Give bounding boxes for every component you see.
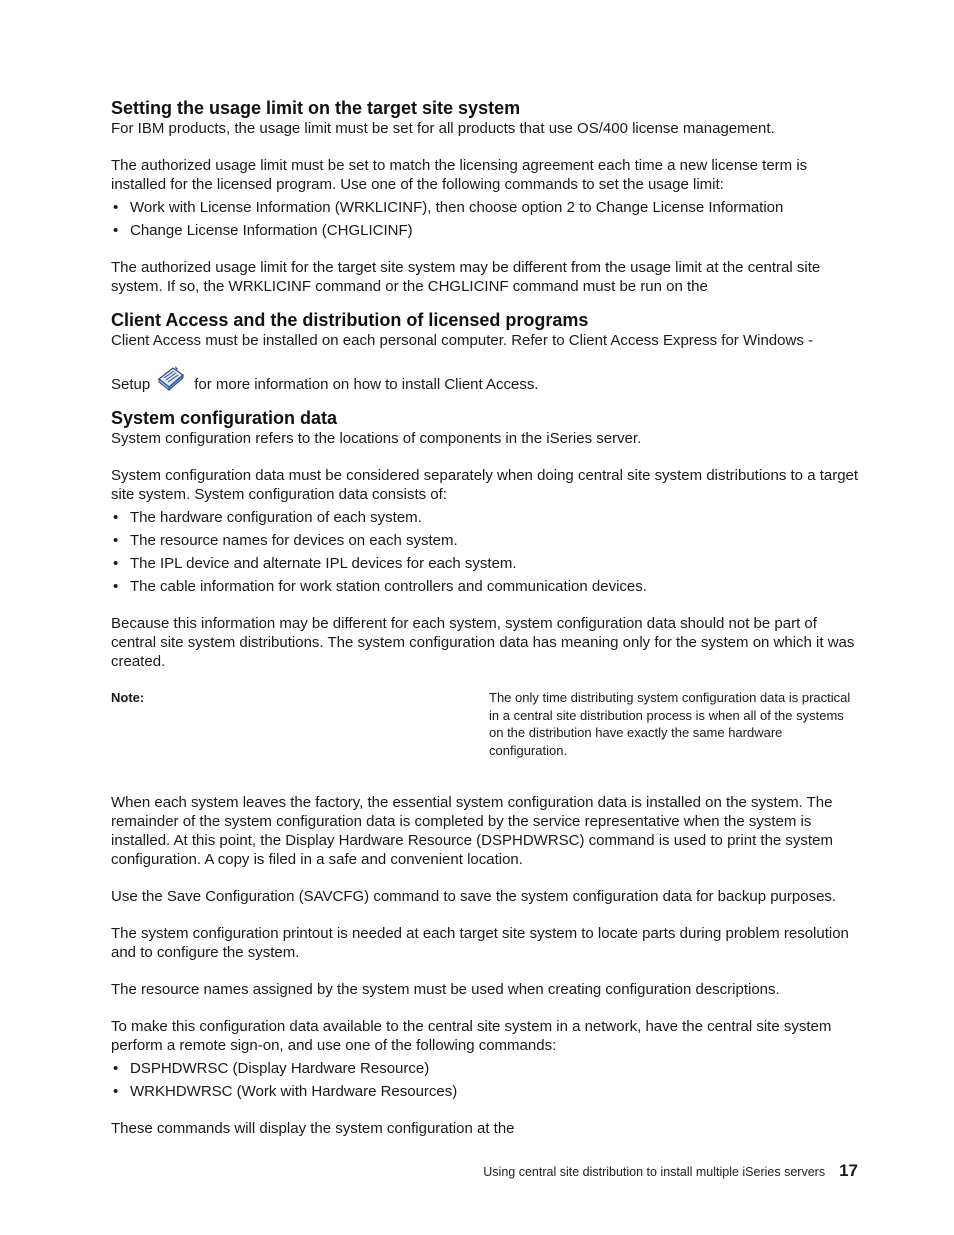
page-footer [483, 1161, 858, 1181]
paragraph: Client Access must be installed on each personal computer. Refer to Client Access Express for Windows - [111, 332, 813, 349]
paragraph: Because this information may be different for each system, system configuration data should not be part of central site system distributions. The system configuration data has meaning only for the system on which it was created. [111, 615, 855, 670]
list-item: • The hardware configuration of each system. [111, 508, 861, 527]
heading-system-config: System configuration data [111, 408, 338, 428]
heading-client-access: Client Access and the distribution of licensed programs [111, 310, 589, 330]
setup-rest: for more information on how to install Client Access. [194, 376, 539, 393]
page-number: 17 [839, 1161, 858, 1180]
paragraph: The system configuration printout is needed at each target site system to locate parts during problem resolution and to configure the system. [111, 925, 849, 961]
note-text: The only time distributing system configuration data is practical in a central site distribution process is when all of the systems on the distribution have exactly the same hardware configuration. [489, 690, 851, 758]
paragraph: These commands will display the system configuration at the [111, 1120, 515, 1137]
footer-title: Using central site distribution to install multiple iSeries servers [483, 1165, 826, 1179]
link-to-pdf-icon[interactable] [156, 365, 186, 391]
note-label: Note: [111, 690, 145, 705]
bullet-list-config-data [111, 508, 861, 596]
list-item: • Work with License Information (WRKLICINF), then choose option 2 to Change License Information [111, 198, 861, 217]
list-item: • WRKHDWRSC (Work with Hardware Resources) [111, 1082, 861, 1101]
list-item: • The cable information for work station controllers and communication devices. [111, 577, 861, 596]
list-item: • The resource names for devices on each system. [111, 531, 861, 550]
paragraph: The authorized usage limit for the target site system may be different from the usage limit at the central site system. If so, the WRKLICINF command or the CHGLICINF command must be run on the [111, 259, 821, 295]
paragraph: System configuration data must be considered separately when doing central site system distributions to a target site system. System configuration data consists of: [111, 467, 859, 503]
document-body [111, 98, 861, 1138]
paragraph: Use the Save Configuration (SAVCFG) command to save the system configuration data for backup purposes. [111, 888, 837, 905]
paragraph: The resource names assigned by the system must be used when creating configuration descriptions. [111, 981, 780, 998]
paragraph: The authorized usage limit must be set to match the licensing agreement each time a new license term is installed for the licensed program. Use one of the following commands to set the usage limit: [111, 157, 808, 193]
setup-word: Setup [111, 376, 151, 393]
paragraph: System configuration refers to the locations of components in the iSeries server. [111, 430, 642, 447]
bullet-list-hardware-commands [111, 1059, 861, 1101]
list-item: • Change License Information (CHGLICINF) [111, 221, 861, 240]
paragraph: When each system leaves the factory, the essential system configuration data is installed on the system. The remainder of the system configuration data is completed by the service representative when the system is installed. At this point, the Display Hardware Resource (DSPHDWRSC) command is used to print the system configuration. A copy is filed in a safe and convenient location. [111, 794, 833, 868]
setup-line [111, 368, 861, 394]
heading-usage-limit: Setting the usage limit on the target site system [111, 98, 521, 118]
list-item: • The IPL device and alternate IPL devices for each system. [111, 554, 861, 573]
paragraph: For IBM products, the usage limit must be set for all products that use OS/400 license management. [111, 120, 775, 137]
list-item: • DSPHDWRSC (Display Hardware Resource) [111, 1059, 861, 1078]
paragraph: To make this configuration data available to the central site system in a network, have the central site system perform a remote sign-on, and use one of the following commands: [111, 1018, 832, 1054]
note-block [111, 689, 861, 759]
bullet-list-license-commands [111, 198, 861, 240]
